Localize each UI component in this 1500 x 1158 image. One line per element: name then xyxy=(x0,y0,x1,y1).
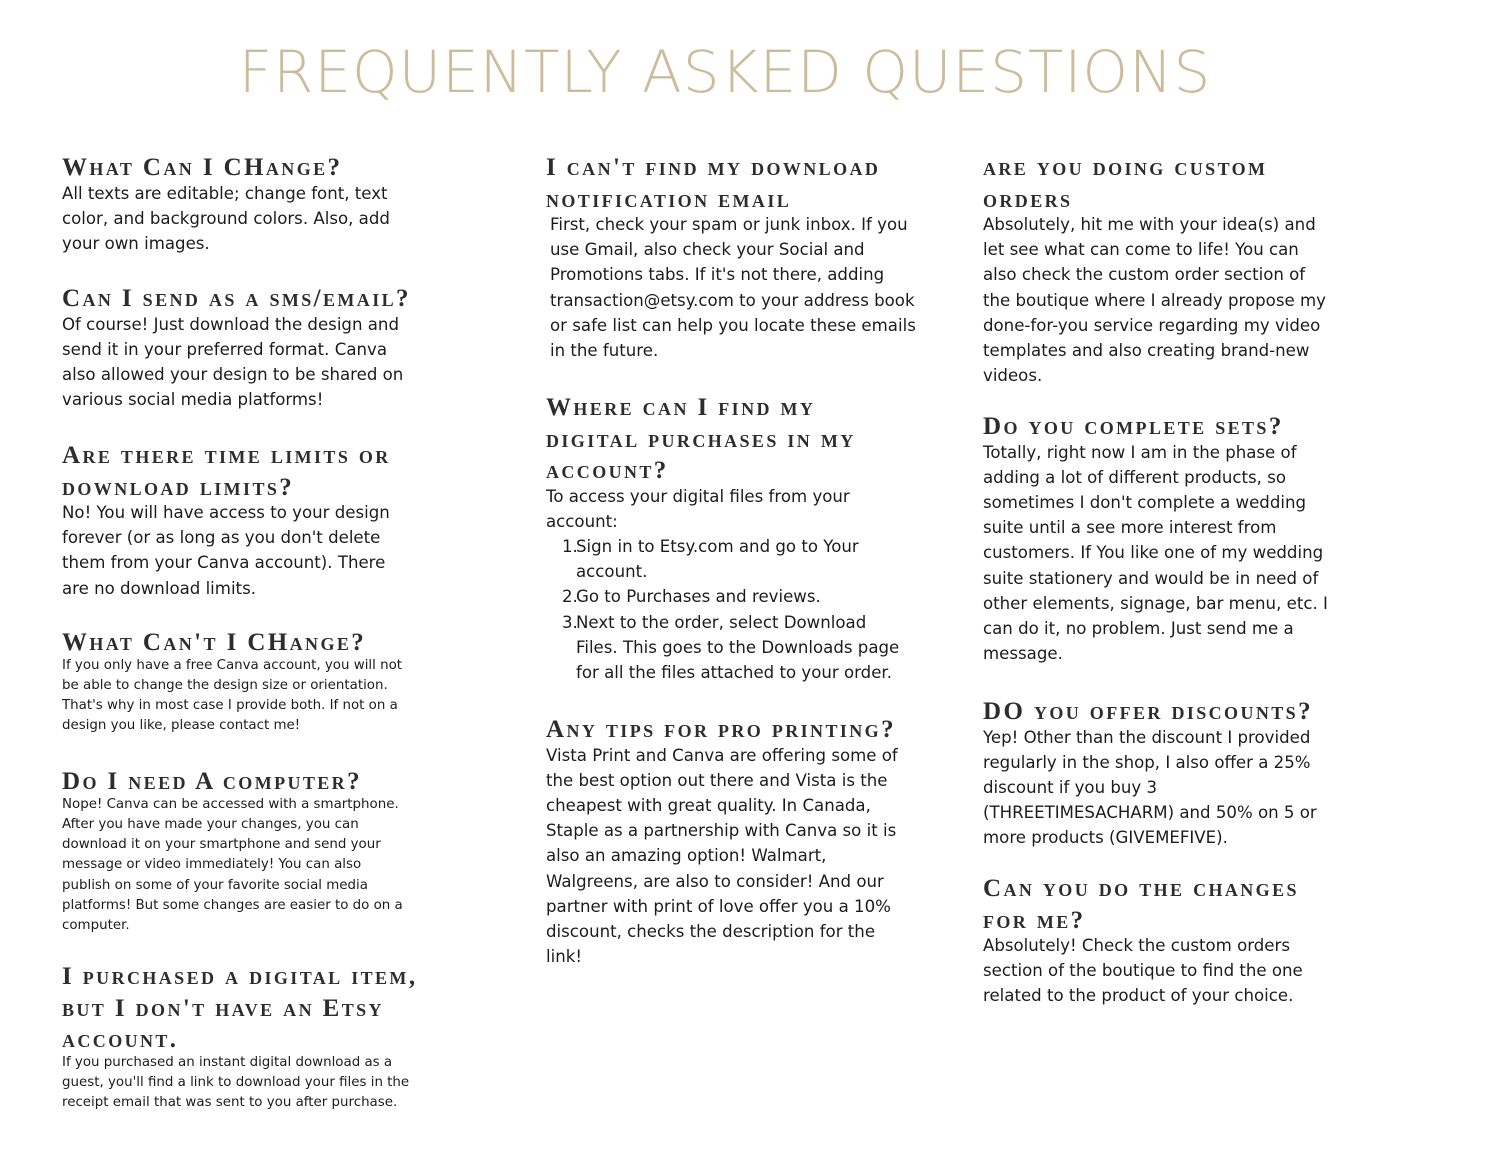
faq-section xyxy=(62,766,403,937)
question-line: download limits? xyxy=(62,473,295,501)
list-text: account. xyxy=(576,562,648,582)
question-line: are you doing custom xyxy=(983,154,1268,181)
answer-line: download it on your smartphone and send your xyxy=(62,837,381,853)
answer-line: Walgreens, are also to consider! And our xyxy=(546,871,884,891)
faq-question xyxy=(62,961,417,1056)
question-line: Any tips for pro printing? xyxy=(546,716,896,743)
answer-line: related to the product of your choice. xyxy=(983,986,1294,1006)
answer-line: or safe list can help you locate these emails xyxy=(550,315,916,335)
question-line: account? xyxy=(546,457,669,484)
answer-line: If you purchased an instant digital download as a xyxy=(62,1054,393,1070)
list-item-line xyxy=(546,610,899,635)
answer-line: the boutique where I already propose my xyxy=(983,290,1326,310)
faq-section xyxy=(546,152,916,363)
answer-line: First, check your spam or junk inbox. If you xyxy=(550,215,908,234)
list-item-line xyxy=(546,534,899,559)
answer-line: Yep! Other than the discount I provided xyxy=(983,727,1311,747)
faq-section xyxy=(62,283,411,412)
question-line: Do you complete sets? xyxy=(983,413,1284,440)
answer-line: Totally, right now I am in the phase of xyxy=(983,442,1297,462)
faq-answer xyxy=(62,181,390,257)
list-number: 1. xyxy=(562,536,578,556)
answer-line: (THREETIMESACHARM) and 50% on 5 or xyxy=(983,803,1317,823)
faq-answer xyxy=(62,1053,417,1114)
question-line: I can't find my download xyxy=(546,154,881,181)
question-line: What Can't I CHange? xyxy=(62,629,367,656)
steps-list xyxy=(546,534,899,685)
answer-line: Promotions tabs. If it's not there, adding xyxy=(550,265,885,285)
answer-line: All texts are editable; change font, text xyxy=(62,183,388,203)
faq-answer xyxy=(983,725,1317,851)
answer-line: in the future. xyxy=(550,341,659,361)
answer-line: section of the boutique to find the one xyxy=(983,961,1303,981)
answer-line: cheapest with great quality. In Canada, xyxy=(546,795,871,815)
answer-line: design you like, please contact me! xyxy=(62,718,301,734)
answer-line: more products (GIVEMEFIVE). xyxy=(983,828,1228,848)
answer-line: send it in your preferred format. Canva xyxy=(62,339,387,359)
answer-line: customers. If You like one of my wedding xyxy=(983,543,1324,563)
question-line: account. xyxy=(62,1026,179,1053)
faq-answer xyxy=(62,656,402,737)
answer-line: message or video immediately! You can also xyxy=(62,857,362,873)
faq-question xyxy=(546,714,898,746)
list-text: Sign in to Etsy.com and go to Your xyxy=(576,536,859,556)
answer-line: guest, you'll find a link to download your files in the xyxy=(62,1074,410,1090)
list-item-line xyxy=(546,584,899,609)
faq-answer xyxy=(62,795,403,937)
faq-question xyxy=(983,696,1317,728)
list-number: 3. xyxy=(562,612,578,632)
answer-line: sometimes I don't complete a wedding xyxy=(983,492,1307,512)
faq-section xyxy=(983,873,1303,1009)
faq-section xyxy=(983,696,1317,851)
faq-section xyxy=(62,152,390,256)
list-text: Files. This goes to the Downloads page xyxy=(576,637,900,657)
answer-line: computer. xyxy=(62,918,130,934)
faq-section xyxy=(62,627,402,737)
faq-section xyxy=(546,714,898,969)
answer-line: Staple as a partnership with Canva so it is xyxy=(546,821,897,841)
answer-line: videos. xyxy=(983,366,1043,386)
list-item-line xyxy=(546,559,899,584)
faq-question xyxy=(546,152,916,215)
answer-line: are no download limits. xyxy=(62,578,256,598)
faq-answer xyxy=(62,312,411,413)
list-text: Go to Purchases and reviews. xyxy=(576,587,821,607)
question-line: Can I send as a sms/email? xyxy=(62,285,411,312)
answer-line: platforms! But some changes are easier to do on a xyxy=(62,897,403,913)
faq-section xyxy=(983,411,1328,666)
faq-answer xyxy=(546,743,898,970)
answer-line: the best option out there and Vista is the xyxy=(546,770,888,790)
answer-line: message. xyxy=(983,644,1063,664)
answer-line: discount, checks the description for the xyxy=(546,921,876,941)
answer-line: transaction@etsy.com to your address book xyxy=(550,290,915,310)
list-item-line xyxy=(546,660,899,685)
question-line: notification email xyxy=(546,185,792,213)
question-line: Do I need A computer? xyxy=(62,768,362,795)
faq-question xyxy=(62,283,411,315)
list-text: for all the files attached to your order. xyxy=(576,662,892,682)
faq-question xyxy=(62,766,403,798)
question-line: Can you do the changes xyxy=(983,875,1299,902)
faq-question xyxy=(983,152,1326,215)
answer-line: also an amazing option! Walmart, xyxy=(546,846,827,866)
answer-line: suite until a see more interest from xyxy=(983,518,1277,538)
answer-line: link! xyxy=(546,947,582,967)
answer-line: To access your digital files from your xyxy=(546,486,850,506)
faq-question xyxy=(62,627,402,659)
page-title: FREQUENTLY ASKED QUESTIONS xyxy=(238,38,1212,106)
answer-line: Nope! Canva can be accessed with a smartphone. xyxy=(62,796,399,812)
answer-line: be able to change the design size or orientation. xyxy=(62,677,388,693)
answer-line: various social media platforms! xyxy=(62,390,324,410)
answer-line: Absolutely! Check the custom orders xyxy=(983,936,1290,955)
answer-line: use Gmail, also check your Social and xyxy=(550,240,865,260)
faq-question xyxy=(983,873,1303,936)
faq-answer xyxy=(983,440,1328,667)
answer-line: No! You will have access to your design xyxy=(62,503,390,522)
answer-line: account: xyxy=(546,511,618,531)
faq-answer xyxy=(550,212,916,363)
question-line: What Can I CHange? xyxy=(62,154,343,181)
answer-line: let see what can come to life! You can xyxy=(983,240,1299,260)
answer-line: suite stationery and would be in need of xyxy=(983,568,1319,588)
list-item-line xyxy=(546,635,899,660)
answer-line: color, and background colors. Also, add xyxy=(62,208,390,228)
answer-line: also check the custom order section of xyxy=(983,265,1306,285)
answer-line: receipt email that was sent to you after purchase. xyxy=(62,1095,398,1111)
question-line: DO you offer discounts? xyxy=(983,698,1313,725)
answer-line: done-for-you service regarding my video xyxy=(983,315,1321,335)
question-line: digital purchases in my xyxy=(546,425,856,453)
faq-answer xyxy=(546,484,899,686)
answer-line: discount if you buy 3 xyxy=(983,777,1158,797)
faq-question xyxy=(62,152,390,184)
faq-answer xyxy=(983,933,1303,1009)
question-line: I purchased a digital item, xyxy=(62,963,418,990)
faq-question xyxy=(62,440,391,503)
faq-question xyxy=(546,392,899,487)
question-line: Where can I find my xyxy=(546,394,816,421)
faq-section xyxy=(62,440,391,601)
faq-answer xyxy=(983,212,1326,388)
question-line: Are there time limits or xyxy=(62,442,391,469)
faq-question xyxy=(983,411,1328,443)
answer-line: If you only have a free Canva account, you will not xyxy=(62,657,403,673)
answer-line: Vista Print and Canva are offering some of xyxy=(546,745,898,765)
faq-answer xyxy=(62,500,391,601)
answer-line: also allowed your design to be shared on xyxy=(62,364,404,384)
answer-line: partner with print of love offer you a 10% xyxy=(546,896,891,916)
answer-line: your own images. xyxy=(62,233,210,253)
question-line: orders xyxy=(983,185,1073,213)
answer-line: other elements, signage, bar menu, etc. I xyxy=(983,593,1328,613)
question-line: but I don't have an Etsy xyxy=(62,994,384,1022)
list-number: 2. xyxy=(562,587,578,607)
faq-section xyxy=(983,152,1326,388)
answer-line: can do it, no problem. Just send me a xyxy=(983,618,1294,638)
answer-line: regularly in the shop, I also offer a 25% xyxy=(983,752,1311,772)
answer-line: publish on some of your favorite social media xyxy=(62,877,368,893)
list-text: Next to the order, select Download xyxy=(576,612,867,632)
answer-line: Absolutely, hit me with your idea(s) and xyxy=(983,215,1316,234)
answer-line: templates and also creating brand-new xyxy=(983,341,1310,361)
answer-line: adding a lot of different products, so xyxy=(983,467,1286,487)
question-line: for me? xyxy=(983,906,1086,934)
answer-line: That's why in most case I provide both. If not on a xyxy=(62,698,398,714)
answer-line: forever (or as long as you don't delete xyxy=(62,528,381,548)
answer-line: them from your Canva account). There xyxy=(62,553,386,573)
answer-line: Of course! Just download the design and xyxy=(62,314,399,334)
answer-line: After you have made your changes, you can xyxy=(62,816,359,832)
faq-section xyxy=(62,961,417,1113)
faq-section xyxy=(546,392,899,685)
